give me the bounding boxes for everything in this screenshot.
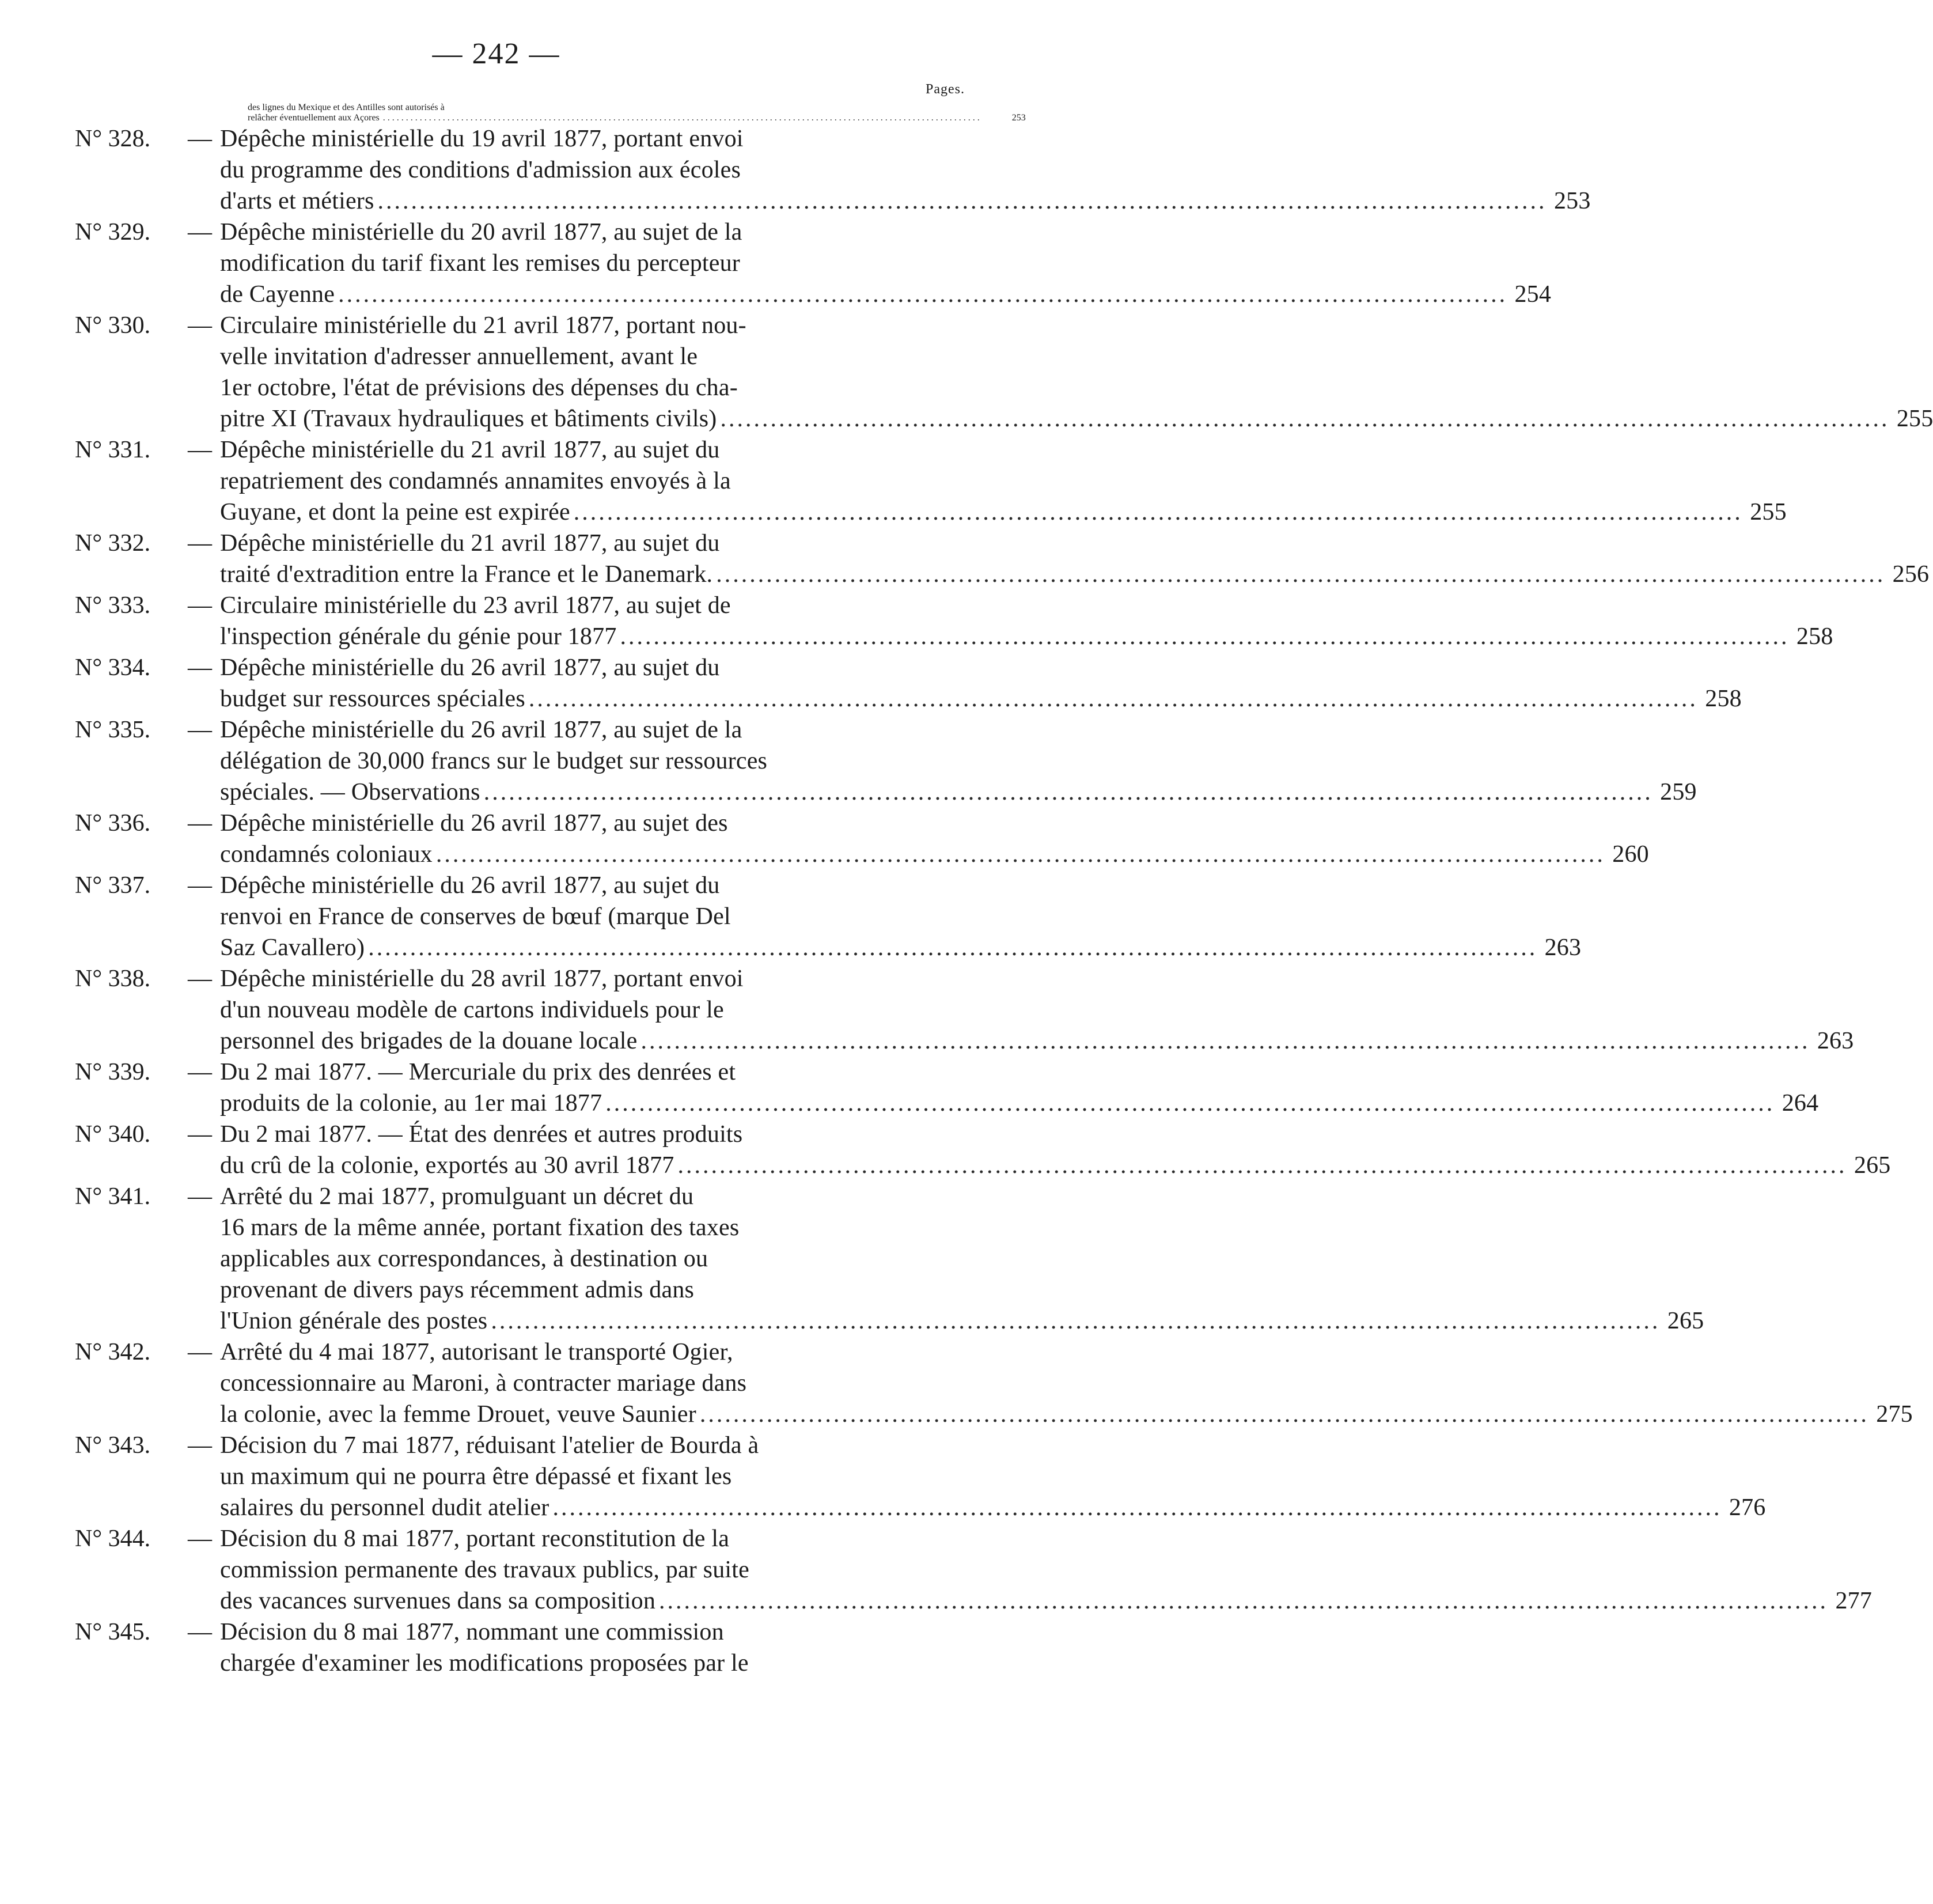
entry-line: Dépêche ministérielle du 26 avril 1877, au sujet du xyxy=(220,872,720,899)
entry-number: N° 332. xyxy=(75,530,151,557)
entry-number: N° 338. xyxy=(75,966,151,992)
toc-entry xyxy=(75,714,1697,808)
entry-line: 16 mars de la même année, portant fixation des taxes xyxy=(220,1214,740,1241)
entry-line: l'Union générale des postes xyxy=(220,1308,488,1334)
entry-last-line xyxy=(220,1088,1818,1119)
toc-entry xyxy=(75,1523,1873,1617)
entry-number: N° 339. xyxy=(75,1059,151,1085)
toc-entry xyxy=(75,528,1930,590)
entry-line: velle invitation d'adresser annuellement, avant le xyxy=(220,343,698,370)
entry-line: d'un nouveau modèle de cartons individuels pour le xyxy=(220,997,724,1023)
entry-line: Dépêche ministérielle du 26 avril 1877, au sujet du xyxy=(220,654,720,681)
entry-last-line xyxy=(248,113,1026,123)
entry-dash: — xyxy=(188,219,212,245)
entry-line: Dépêche ministérielle du 28 avril 1877, portant envoi xyxy=(220,966,744,992)
toc-entry xyxy=(75,1617,968,1679)
entry-page-number: 265 xyxy=(1854,1152,1891,1179)
entry-number: N° 343. xyxy=(75,1432,151,1459)
entry-line: Du 2 mai 1877. — Mercuriale du prix des denrées et xyxy=(220,1059,736,1085)
entry-line: Circulaire ministérielle du 23 avril 1877, au sujet de xyxy=(220,592,731,619)
toc-entry xyxy=(75,1057,1819,1119)
dot-leader: ............................................................................................................................................ xyxy=(338,281,1508,308)
entry-page-number: 265 xyxy=(1667,1308,1704,1334)
entry-line: provenant de divers pays récemment admis dans xyxy=(220,1277,695,1303)
continuation-entry xyxy=(248,103,1026,123)
entry-page-number: 253 xyxy=(1011,113,1026,123)
entry-last-line xyxy=(220,1399,1913,1430)
entry-dash: — xyxy=(188,437,212,463)
entry-last-line xyxy=(220,279,1551,310)
entry-number: N° 331. xyxy=(75,437,151,463)
dot-leader: ............................................................................................................................................ xyxy=(377,188,1547,214)
entry-page-number: 255 xyxy=(1750,499,1787,525)
dot-leader: ............................................................................................................................................ xyxy=(491,1308,1661,1334)
dot-leader: ............................................................................................................................................ xyxy=(659,1588,1829,1614)
entry-line: pitre XI (Travaux hydrauliques et bâtiments civils) xyxy=(220,406,717,432)
entry-last-line xyxy=(220,839,1649,870)
entry-dash: — xyxy=(188,1339,212,1365)
entry-line: renvoi en France de conserves de bœuf (marque Del xyxy=(220,903,731,930)
entry-dash: — xyxy=(188,126,212,152)
entry-text xyxy=(220,1617,968,1679)
entry-last-line xyxy=(220,1492,1765,1523)
entry-line: des lignes du Mexique et des Antilles sont autorisés à xyxy=(248,103,445,112)
entry-line: concessionnaire au Maroni, à contracter mariage dans xyxy=(220,1370,747,1396)
toc-entry xyxy=(75,434,1787,528)
entry-number: N° 342. xyxy=(75,1339,151,1365)
entry-number: N° 341. xyxy=(75,1183,151,1210)
entry-last-line xyxy=(220,403,1933,434)
entry-text xyxy=(220,1430,1765,1523)
entry-number: N° 345. xyxy=(75,1619,151,1645)
entry-line: repatriement des condamnés annamites envoyés à la xyxy=(220,468,731,494)
entry-line: salaires du personnel dudit atelier xyxy=(220,1494,549,1521)
entry-line: d'arts et métiers xyxy=(220,188,374,214)
entry-text xyxy=(220,528,1929,590)
entry-dash: — xyxy=(188,1059,212,1085)
entry-line: Dépêche ministérielle du 19 avril 1877, portant envoi xyxy=(220,126,744,152)
entry-line: budget sur ressources spéciales xyxy=(220,686,525,712)
dot-leader: ............................................................................................................................................ xyxy=(573,499,1743,525)
toc-entry xyxy=(75,123,1591,217)
toc-entry xyxy=(75,1337,1913,1430)
entry-line: chargée d'examiner les modifications proposées par le xyxy=(220,1650,749,1676)
entry-text xyxy=(220,963,1854,1057)
table-of-contents xyxy=(0,103,1933,1679)
entry-number: N° 335. xyxy=(75,717,151,743)
entry-page-number: 258 xyxy=(1705,686,1742,712)
entry-line: un maximum qui ne pourra être dépassé et fixant les xyxy=(220,1463,732,1490)
toc-entry xyxy=(75,1181,1704,1337)
entry-page-number: 258 xyxy=(1796,623,1833,650)
entry-line: Du 2 mai 1877. — État des denrées et autres produits xyxy=(220,1121,743,1148)
entry-number: N° 340. xyxy=(75,1121,151,1148)
toc-entry xyxy=(75,1119,1891,1181)
entry-line: Décision du 7 mai 1877, réduisant l'atelier de Bourda à xyxy=(220,1432,759,1459)
entry-text xyxy=(220,870,1581,963)
entry-last-line xyxy=(220,777,1697,808)
toc-entry xyxy=(75,310,1933,434)
entry-line: de Cayenne xyxy=(220,281,335,308)
entry-last-line xyxy=(220,186,1591,217)
entry-number: N° 336. xyxy=(75,810,151,836)
entry-line: applicables aux correspondances, à destination ou xyxy=(220,1246,708,1272)
entry-dash: — xyxy=(188,966,212,992)
entry-line: condamnés coloniaux xyxy=(220,841,433,868)
dot-leader: .................................................................................................................................. xyxy=(382,113,982,123)
entry-line: Dépêche ministérielle du 21 avril 1877, au sujet du xyxy=(220,437,720,463)
entry-line: Dépêche ministérielle du 26 avril 1877, au sujet de la xyxy=(220,717,742,743)
entry-dash: — xyxy=(188,717,212,743)
dot-leader: ............................................................................................................................................ xyxy=(677,1152,1847,1179)
entry-line: Dépêche ministérielle du 20 avril 1877, au sujet de la xyxy=(220,219,742,245)
entry-page-number: 254 xyxy=(1514,281,1552,308)
toc-entry xyxy=(75,963,1854,1057)
entry-line: du crû de la colonie, exportés au 30 avril 1877 xyxy=(220,1152,674,1179)
entry-text xyxy=(220,1057,1818,1119)
entry-line: Circulaire ministérielle du 21 avril 1877, portant nou- xyxy=(220,312,746,339)
entry-number: N° 334. xyxy=(75,654,151,681)
entry-line: la colonie, avec la femme Drouet, veuve Saunier xyxy=(220,1401,696,1428)
entry-line: Arrêté du 4 mai 1877, autorisant le transporté Ogier, xyxy=(220,1339,733,1365)
entry-text xyxy=(220,1119,1891,1181)
entry-line: l'inspection générale du génie pour 1877 xyxy=(220,623,617,650)
entry-page-number: 264 xyxy=(1782,1090,1819,1116)
toc-entry xyxy=(75,652,1742,714)
entry-last-line xyxy=(220,683,1742,714)
entry-last-line xyxy=(220,1305,1704,1337)
entry-text xyxy=(220,590,1833,652)
entry-line: produits de la colonie, au 1er mai 1877 xyxy=(220,1090,602,1116)
entry-dash: — xyxy=(188,1121,212,1148)
entry-line: Saz Cavallero) xyxy=(220,934,365,961)
dot-leader: ............................................................................................................................................ xyxy=(716,561,1886,588)
entry-last-line xyxy=(220,497,1787,528)
entry-line: du programme des conditions d'admission aux écoles xyxy=(220,157,741,183)
entry-line: relâcher éventuellement aux Açores xyxy=(248,113,380,123)
entry-dash: — xyxy=(188,312,212,339)
toc-entry xyxy=(75,870,1582,963)
entry-dash: — xyxy=(188,1526,212,1552)
entry-page-number: 255 xyxy=(1896,406,1933,432)
entry-text xyxy=(220,1181,1704,1337)
dot-leader: ............................................................................................................................................ xyxy=(552,1494,1722,1521)
entry-text xyxy=(220,652,1742,714)
page-number: — 242 — xyxy=(432,37,560,70)
entry-line: des vacances survenues dans sa composition xyxy=(220,1588,656,1614)
entry-text xyxy=(220,434,1787,528)
dot-leader: ............................................................................................................................................ xyxy=(720,406,1890,432)
entry-page-number: 277 xyxy=(1835,1588,1873,1614)
dot-leader: ............................................................................................................................................ xyxy=(605,1090,1775,1116)
entry-text xyxy=(220,217,1551,310)
entry-dash: — xyxy=(188,1432,212,1459)
dot-leader: ............................................................................................................................................ xyxy=(699,1401,1869,1428)
entry-line: spéciales. — Observations xyxy=(220,779,480,805)
entry-text xyxy=(220,310,1933,434)
entry-text xyxy=(220,123,1591,217)
entry-number: N° 329. xyxy=(75,219,151,245)
entry-text xyxy=(220,714,1697,808)
entry-line: Dépêche ministérielle du 26 avril 1877, au sujet des xyxy=(220,810,728,836)
entry-line: Guyane, et dont la peine est expirée xyxy=(220,499,570,525)
toc-entry xyxy=(75,808,1649,870)
entry-line: modification du tarif fixant les remises du percepteur xyxy=(220,250,740,277)
entry-line: Décision du 8 mai 1877, nommant une commission xyxy=(220,1619,724,1645)
entry-text xyxy=(220,808,1649,870)
entry-page-number: 260 xyxy=(1612,841,1649,868)
entry-dash: — xyxy=(188,1619,212,1645)
toc-entry xyxy=(75,1430,1766,1523)
dot-leader: ............................................................................................................................................ xyxy=(483,779,1653,805)
entry-number: N° 344. xyxy=(75,1526,151,1552)
entry-last-line xyxy=(220,559,1929,590)
dot-leader: ............................................................................................................................................ xyxy=(368,934,1538,961)
entry-page-number: 256 xyxy=(1892,561,1930,588)
entry-page-number: 276 xyxy=(1729,1494,1766,1521)
toc-entry xyxy=(75,217,1552,310)
pages-column-label: Pages. xyxy=(926,82,965,97)
entry-number: N° 330. xyxy=(75,312,151,339)
entry-last-line xyxy=(220,1150,1891,1181)
entry-line: personnel des brigades de la douane locale xyxy=(220,1028,638,1054)
dot-leader: ............................................................................................................................................ xyxy=(620,623,1790,650)
dot-leader: ............................................................................................................................................ xyxy=(528,686,1698,712)
entry-dash: — xyxy=(188,592,212,619)
entry-dash: — xyxy=(188,530,212,557)
entry-page-number: 259 xyxy=(1660,779,1697,805)
entry-dash: — xyxy=(188,1183,212,1210)
entry-line: commission permanente des travaux publics, par suite xyxy=(220,1557,749,1583)
entry-last-line xyxy=(220,1025,1854,1057)
dot-leader: ............................................................................................................................................ xyxy=(435,841,1605,868)
entry-last-line xyxy=(220,932,1581,963)
entry-line: Arrêté du 2 mai 1877, promulguant un décret du xyxy=(220,1183,694,1210)
entry-dash: — xyxy=(188,654,212,681)
toc-entry xyxy=(75,590,1833,652)
dot-leader: ............................................................................................................................................ xyxy=(640,1028,1810,1054)
entry-last-line xyxy=(220,1585,1872,1617)
entry-line: traité d'extradition entre la France et le Danemark. xyxy=(220,561,713,588)
entry-line: Décision du 8 mai 1877, portant reconstitution de la xyxy=(220,1526,730,1552)
entry-last-line xyxy=(220,621,1833,652)
entry-text xyxy=(220,1523,1872,1617)
entry-line: délégation de 30,000 francs sur le budget sur ressources xyxy=(220,748,768,774)
entry-number: N° 333. xyxy=(75,592,151,619)
entry-text xyxy=(220,1337,1913,1430)
entry-page-number: 275 xyxy=(1876,1401,1913,1428)
entry-page-number: 263 xyxy=(1817,1028,1854,1054)
entry-number: N° 337. xyxy=(75,872,151,899)
entry-page-number: 253 xyxy=(1553,188,1591,214)
entry-dash: — xyxy=(188,872,212,899)
entry-line: Dépêche ministérielle du 21 avril 1877, au sujet du xyxy=(220,530,720,557)
entry-number: N° 328. xyxy=(75,126,151,152)
entry-page-number: 263 xyxy=(1544,934,1582,961)
entry-line: 1er octobre, l'état de prévisions des dépenses du cha- xyxy=(220,374,738,401)
entry-dash: — xyxy=(188,810,212,836)
